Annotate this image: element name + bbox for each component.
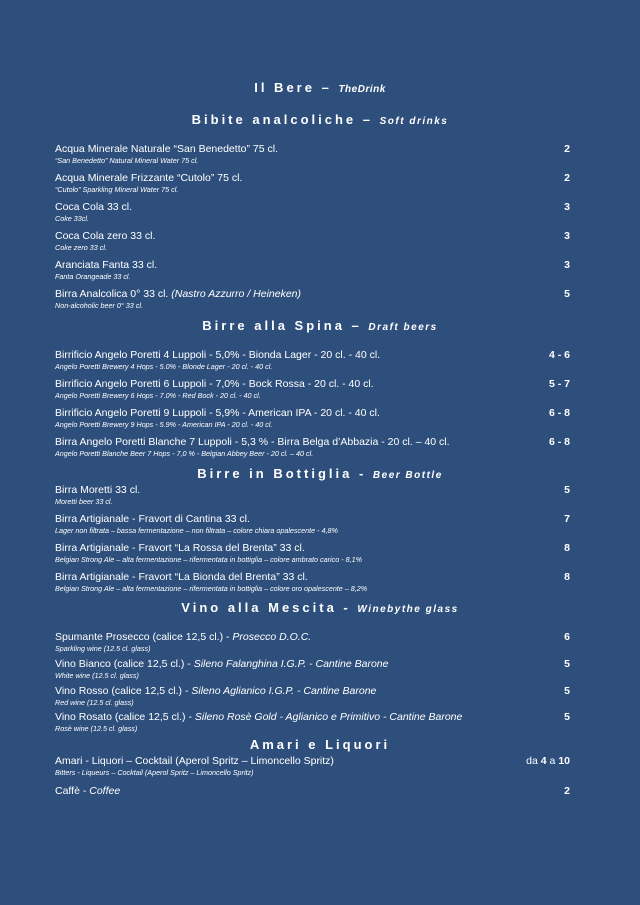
menu-item xyxy=(55,631,570,654)
item-name: Acqua Minerale Frizzante “Cutolo” 75 cl. xyxy=(55,172,243,184)
item-translation: Angelo Poretti Blanche Beer 7 Hops - 7,0 % - Belgian Abbey Beer - 20 cl. – 40 cl. xyxy=(55,449,314,458)
item-name: Aranciata Fanta 33 cl. xyxy=(55,259,158,271)
menu-item xyxy=(55,542,570,565)
item-name: Birra Artigianale - Fravort “La Bionda del Brenta” 33 cl. xyxy=(55,571,308,583)
item-price: 5 xyxy=(564,484,570,496)
menu-item xyxy=(55,685,570,708)
item-translation: Red wine (12.5 cl. glass) xyxy=(55,698,134,707)
item-name: Birra Artigianale - Fravort “La Rossa del Brenta” 33 cl. xyxy=(55,542,305,554)
item-translation: Coke 33cl. xyxy=(55,214,89,223)
page-title xyxy=(0,80,640,95)
item-name: Birra Analcolica 0° 33 cl. (Nastro Azzurro / Heineken) xyxy=(55,288,302,300)
item-price: 3 xyxy=(564,230,570,242)
menu-item xyxy=(55,230,570,253)
item-price: 2 xyxy=(564,785,570,797)
item-price: 5 - 7 xyxy=(548,378,570,390)
item-price: 3 xyxy=(564,201,570,213)
item-price: 2 xyxy=(564,172,570,184)
item-price: 5 xyxy=(564,685,570,697)
menu-item xyxy=(55,349,570,372)
item-translation: Moretti beer 33 cl. xyxy=(55,497,113,506)
item-translation: Sparkling wine (12.5 cl. glass) xyxy=(55,644,151,653)
title-sep: – xyxy=(314,80,339,95)
item-price: 8 xyxy=(564,571,570,583)
item-price: 6 - 8 xyxy=(548,407,570,419)
menu-item xyxy=(55,785,570,798)
menu-item xyxy=(55,288,570,311)
menu-item xyxy=(55,571,570,594)
item-translation: Fanta Orangeade 33 cl. xyxy=(55,272,131,281)
item-price: 8 xyxy=(564,542,570,554)
section-title-soft-drinks: Bibite analcoliche – Soft drinks xyxy=(191,112,449,127)
section-title-liquori: Amari e Liquori xyxy=(249,737,391,752)
item-price: 6 - 8 xyxy=(548,436,570,448)
item-name: Birra Angelo Poretti Blanche 7 Luppoli - 5,3 % - Birra Belga d’Abbazia - 20 cl. – 40 cl. xyxy=(55,436,450,448)
item-name: Birrificio Angelo Poretti 6 Luppoli - 7,0% - Bock Rossa - 20 cl. - 40 cl. xyxy=(55,378,374,390)
menu-item xyxy=(55,143,570,166)
item-translation: Angelo Poretti Brewery 9 Hops - 5.9% - American IPA - 20 cl. - 40 cl. xyxy=(55,420,273,429)
item-translation: Bitters - Liqueurs – Cocktail (Aperol Spritz – Limoncello Spritz) xyxy=(55,768,254,777)
menu-item xyxy=(55,436,570,459)
menu-item xyxy=(55,484,570,507)
item-price-range: da 4 a 10 xyxy=(526,755,570,767)
item-price: 7 xyxy=(564,513,570,525)
item-price: 5 xyxy=(564,711,570,723)
item-price: 5 xyxy=(564,288,570,300)
item-name: Vino Rosato (calice 12,5 cl.) - Sileno Rosè Gold - Aglianico e Primitivo - Cantine Barone xyxy=(55,711,463,723)
item-name: Vino Bianco (calice 12,5 cl.) - Sileno Falanghina I.G.P. - Cantine Barone xyxy=(55,658,389,670)
item-translation: Non-alcoholic beer 0° 33 cl. xyxy=(55,301,143,310)
menu-item xyxy=(55,259,570,282)
menu-item xyxy=(55,513,570,536)
item-name: Birra Artigianale - Fravort di Cantina 33 cl. xyxy=(55,513,250,525)
menu-item xyxy=(55,658,570,681)
item-translation: Rosè wine (12.5 cl. glass) xyxy=(55,724,138,733)
item-name: Coca Cola 33 cl. xyxy=(55,201,133,213)
item-name: Caffè - Coffee xyxy=(55,785,121,797)
item-name: Spumante Prosecco (calice 12,5 cl.) - Prosecco D.O.C. xyxy=(55,631,312,643)
item-translation: Angelo Poretti Brewery 4 Hops - 5.0% - Blonde Lager - 20 cl. - 40 cl. xyxy=(55,362,273,371)
item-translation: Belgian Strong Ale – alta fermentazione – rifermentata in bottiglia – colore oro opalescente – 8,2% xyxy=(55,584,368,593)
item-price: 3 xyxy=(564,259,570,271)
item-translation: Coke zero 33 cl. xyxy=(55,243,107,252)
section-title-draft-beers: Birre alla Spina – Draft beers xyxy=(202,318,438,333)
item-name: Birrificio Angelo Poretti 4 Luppoli - 5,0% - Bionda Lager - 20 cl. - 40 cl. xyxy=(55,349,381,361)
item-translation: “Cutolo” Sparkling Mineral Water 75 cl. xyxy=(55,185,179,194)
item-price: 5 xyxy=(564,658,570,670)
item-name: Acqua Minerale Naturale “San Benedetto” 75 cl. xyxy=(55,143,278,155)
item-name: Birra Moretti 33 cl. xyxy=(55,484,141,496)
menu-item xyxy=(55,201,570,224)
menu-item xyxy=(55,755,570,778)
item-name: Amari - Liquori – Cocktail (Aperol Spritz – Limoncello Spritz) xyxy=(55,755,334,767)
item-name: Coca Cola zero 33 cl. xyxy=(55,230,156,242)
section-title-wine: Vino alla Mescita - Winebythe glass xyxy=(181,600,459,615)
menu-item xyxy=(55,407,570,430)
item-translation: Lager non filtrata – bassa fermentazione – non filtrata – colore chiara opalescente - 4,8% xyxy=(55,526,338,535)
item-translation: Belgian Strong Ale – alta fermentazione – rifermentata in bottiglia – colore ambrato carico - 8,1% xyxy=(55,555,362,564)
item-translation: “San Benedetto” Natural Mineral Water 75 cl. xyxy=(55,156,199,165)
item-price: 6 xyxy=(564,631,570,643)
menu-item xyxy=(55,172,570,195)
item-price: 4 - 6 xyxy=(548,349,570,361)
menu-item xyxy=(55,711,570,734)
menu-item xyxy=(55,378,570,401)
section-title-beer-bottle: Birre in Bottiglia - Beer Bottle xyxy=(197,466,443,481)
title-en: TheDrink xyxy=(338,84,386,95)
title-it: Il Bere xyxy=(254,80,315,95)
item-name: Birrificio Angelo Poretti 9 Luppoli - 5,9% - American IPA - 20 cl. - 40 cl. xyxy=(55,407,380,419)
item-translation: Angelo Poretti Brewery 6 Hops - 7.0% - Red Bock - 20 cl. - 40 cl. xyxy=(55,391,261,400)
item-name: Vino Rosso (calice 12,5 cl.) - Sileno Aglianico I.G.P. - Cantine Barone xyxy=(55,685,377,697)
item-translation: White wine (12.5 cl. glass) xyxy=(55,671,139,680)
item-price: 2 xyxy=(564,143,570,155)
